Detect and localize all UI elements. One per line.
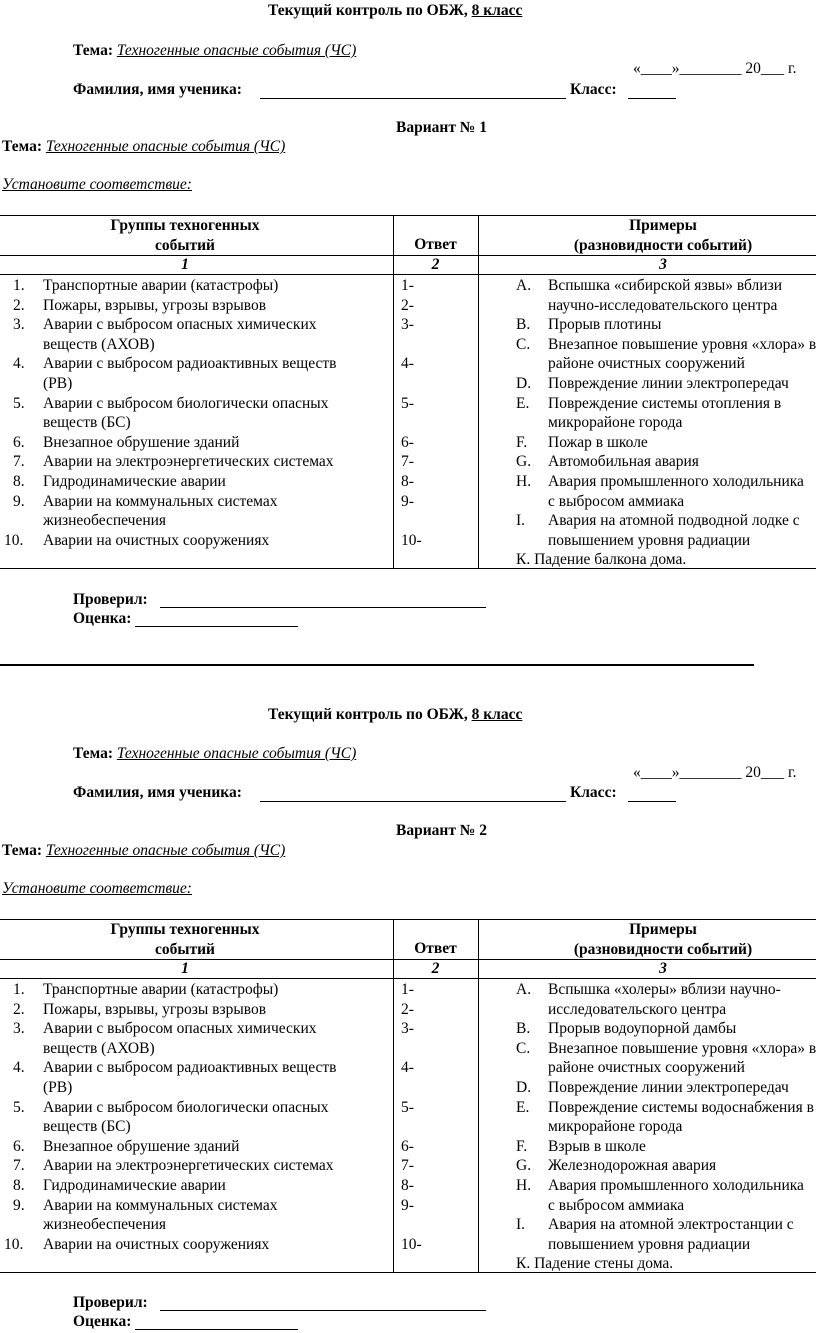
title-class: 8 класс [471,706,523,723]
item-number: 3. [13,316,25,334]
example-letter: B. [516,1020,531,1038]
date-field[interactable]: «____»________ 20___ г. [633,764,797,781]
example-text: микрорайоне города [548,1118,683,1136]
theme-line [73,745,356,763]
grade-label: Оценка: [73,1313,132,1330]
event-group-text: Аварии на коммунальных системах [43,1196,278,1214]
example-text: исследовательского центра [548,1000,727,1018]
class-label: Класс: [570,784,617,801]
example-letter: I. [516,512,526,530]
event-group-text: жизнеобеспечения [43,512,167,530]
instruction: Установите соответствие: [2,176,192,193]
event-group-text: Аварии с выбросом опасных химических [43,1020,317,1038]
theme-line [73,42,356,60]
col3-number: 3 [659,256,667,273]
item-number: 2. [13,296,25,314]
theme-line-2 [2,842,285,860]
title-text: Текущий контроль по ОБЖ, [268,706,472,723]
example-text: научно-исследовательского центра [548,296,778,314]
answer-slot: 7- [401,1157,414,1175]
title-text: Текущий контроль по ОБЖ, [268,2,472,19]
item-number: 8. [13,473,25,490]
event-group-text: Транспортные аварии (катастрофы) [43,981,279,998]
item-number: 4. [13,355,25,373]
example-text: Внезапное повышение уровня «хлора» в [548,1039,816,1057]
item-number: 3. [13,1020,25,1038]
item-number: 7. [13,1157,25,1175]
date-field[interactable]: «____»________ 20___ г. [633,60,797,77]
event-group-text: Аварии на электроэнергетических системах [43,1157,334,1175]
event-group-text: веществ (АХОВ) [43,1039,155,1057]
theme-label: Тема: [73,42,113,59]
answer-slot: 10- [401,531,422,549]
example-letter: B. [516,316,531,334]
example-text: Внезапное повышение уровня «хлора» в [548,335,816,353]
event-group-text: Аварии на электроэнергетических системах [43,453,334,471]
class-label: Класс: [570,81,617,98]
item-number: 5. [13,1098,25,1116]
example-text: с выбросом аммиака [548,492,685,510]
col3-header: Примеры (разновидности событий) [573,921,753,958]
answer-slot: 6- [401,433,414,451]
student-name-field[interactable] [260,801,566,802]
event-group-text: Аварии на коммунальных системах [43,492,278,510]
answer-slot: 6- [401,1137,414,1155]
item-number: 7. [13,453,25,471]
example-letter: D. [516,375,532,392]
answer-slot: 3- [401,1020,414,1038]
event-group-text: веществ (БС) [43,414,131,432]
theme-label: Тема: [73,745,113,762]
event-group-text: Пожары, взрывы, угрозы взрывов [43,1000,267,1018]
col1-number: 1 [181,960,189,977]
table-border-bottom [0,1272,816,1273]
example-text: Авария промышленного холодильника [548,473,804,490]
example-letter: A. [516,277,532,294]
event-group-text: Пожары, взрывы, угрозы взрывов [43,296,267,314]
example-text: Вспышка «сибирской язвы» вблизи [548,277,782,294]
example-letter: G. [516,453,532,471]
answer-slot: 8- [401,473,414,490]
answer-slot: 4- [401,355,414,373]
event-group-text: (РВ) [43,1079,73,1096]
event-group-text: Гидродинамические аварии [43,473,226,490]
col3-header: Примеры (разновидности событий) [573,217,753,254]
event-group-text: Аварии с выбросом радиоактивных веществ [43,355,337,373]
example-text: Повреждение линии электропередач [548,1079,789,1096]
theme-value: Техногенные опасные события (ЧС) [116,745,357,762]
col1-header: Группы техногенных событий [110,217,260,254]
example-text: Повреждение линии электропередач [548,375,789,392]
variant-label: Вариант № 2 [396,822,488,839]
answer-slot: 1- [401,981,414,998]
answer-slot: 7- [401,453,414,471]
answer-slot: 8- [401,1177,414,1194]
event-group-text: жизнеобеспечения [43,1216,167,1234]
example-text: Железнодорожная авария [548,1157,717,1175]
item-number: 1. [13,277,25,294]
col1-header: Группы техногенных событий [110,921,260,958]
theme-label: Тема: [2,138,42,155]
example-letter: F. [516,1137,528,1155]
item-number: 6. [13,433,25,451]
example-text: повышением уровня радиации [548,1235,751,1253]
example-letter: C. [516,335,531,353]
event-group-text: Внезапное обрушение зданий [43,433,240,451]
example-letter: A. [516,981,532,998]
instruction: Установите соответствие: [2,880,192,897]
event-group-text: веществ (АХОВ) [43,335,155,353]
grade-field[interactable] [135,1329,298,1330]
item-number: 1. [13,981,25,998]
col2-header: Ответ [414,940,457,957]
example-text: районе очистных сооружений [548,355,745,373]
checked-by-field[interactable] [160,607,486,608]
class-field[interactable] [628,98,676,99]
answer-slot: 4- [401,1059,414,1077]
cut-line [0,664,754,666]
example-text: Вспышка «холеры» вблизи научно- [548,981,781,998]
answer-slot: 1- [401,277,414,294]
page-title [268,2,522,20]
checked-by-label: Проверил: [73,591,148,608]
answer-slot: 9- [401,1196,414,1214]
table-border-bottom [0,568,816,569]
example-letter: H. [516,473,532,490]
event-group-text: Аварии с выбросом биологически опасных [43,394,329,412]
example-text: повышением уровня радиации [548,531,751,549]
variant-label: Вариант № 1 [396,119,488,136]
event-group-text: Гидродинамические аварии [43,1177,226,1194]
example-text: Прорыв водоупорной дамбы [548,1020,737,1038]
event-group-text: (РВ) [43,375,73,392]
example-text: К. Падение балкона дома. [516,551,687,569]
example-letter: H. [516,1177,532,1194]
class-field[interactable] [628,801,676,802]
col2-header: Ответ [414,236,457,253]
example-text: Повреждение системы водоснабжения в [548,1098,814,1116]
item-number: 2. [13,1000,25,1018]
grade-field[interactable] [135,626,298,627]
title-class: 8 класс [471,2,523,19]
example-letter: E. [516,394,530,412]
student-name-label: Фамилия, имя ученика: [73,81,242,98]
grade-label: Оценка: [73,610,132,627]
item-number: 5. [13,394,25,412]
example-text: Авария на атомной подводной лодке с [548,512,800,530]
event-group-text: Аварии на очистных сооружениях [43,531,270,549]
event-group-text: веществ (БС) [43,1118,131,1136]
example-text: с выбросом аммиака [548,1196,685,1214]
checked-by-label: Проверил: [73,1294,148,1311]
item-number: 8. [13,1177,25,1194]
event-group-text: Аварии на очистных сооружениях [43,1235,270,1253]
example-text: микрорайоне города [548,414,683,432]
example-text: Авария на атомной электростанции с [548,1216,794,1234]
student-name-field[interactable] [260,98,566,99]
theme-value: Техногенные опасные события (ЧС) [45,138,286,155]
answer-slot: 5- [401,394,414,412]
theme-line-2 [2,138,285,156]
answer-slot: 2- [401,1000,414,1018]
example-text: Повреждение системы отопления в [548,394,782,412]
example-text: Автомобильная авария [548,453,699,471]
event-group-text: Аварии с выбросом опасных химических [43,316,317,334]
event-group-text: Внезапное обрушение зданий [43,1137,240,1155]
answer-slot: 9- [401,492,414,510]
example-text: Взрыв в школе [548,1137,646,1155]
student-name-label: Фамилия, имя ученика: [73,784,242,801]
item-number: 4. [13,1059,25,1077]
example-letter: E. [516,1098,530,1116]
answer-slot: 2- [401,296,414,314]
example-text: Прорыв плотины [548,316,662,334]
col2-number: 2 [431,960,440,977]
answer-slot: 10- [401,1235,422,1253]
event-group-text: Аварии с выбросом радиоактивных веществ [43,1059,337,1077]
item-number: 6. [13,1137,25,1155]
answer-slot: 5- [401,1098,414,1116]
example-letter: G. [516,1157,532,1175]
example-text: районе очистных сооружений [548,1059,745,1077]
col2-number: 2 [431,256,440,273]
item-number: 9. [13,1196,25,1214]
example-letter: D. [516,1079,532,1096]
item-number: 10. [4,1235,24,1253]
theme-value: Техногенные опасные события (ЧС) [116,42,357,59]
example-text: К. Падение стены дома. [516,1255,674,1273]
event-group-text: Транспортные аварии (катастрофы) [43,277,279,294]
example-letter: C. [516,1039,531,1057]
col3-number: 3 [659,960,667,977]
item-number: 9. [13,492,25,510]
theme-label: Тема: [2,842,42,859]
example-text: Авария промышленного холодильника [548,1177,804,1194]
page-title [268,706,522,724]
item-number: 10. [4,531,24,549]
theme-value: Техногенные опасные события (ЧС) [45,842,286,859]
col1-number: 1 [181,256,189,273]
example-text: Пожар в школе [548,433,648,451]
event-group-text: Аварии с выбросом биологически опасных [43,1098,329,1116]
checked-by-field[interactable] [160,1310,486,1311]
example-letter: I. [516,1216,526,1234]
answer-slot: 3- [401,316,414,334]
example-letter: F. [516,433,528,451]
